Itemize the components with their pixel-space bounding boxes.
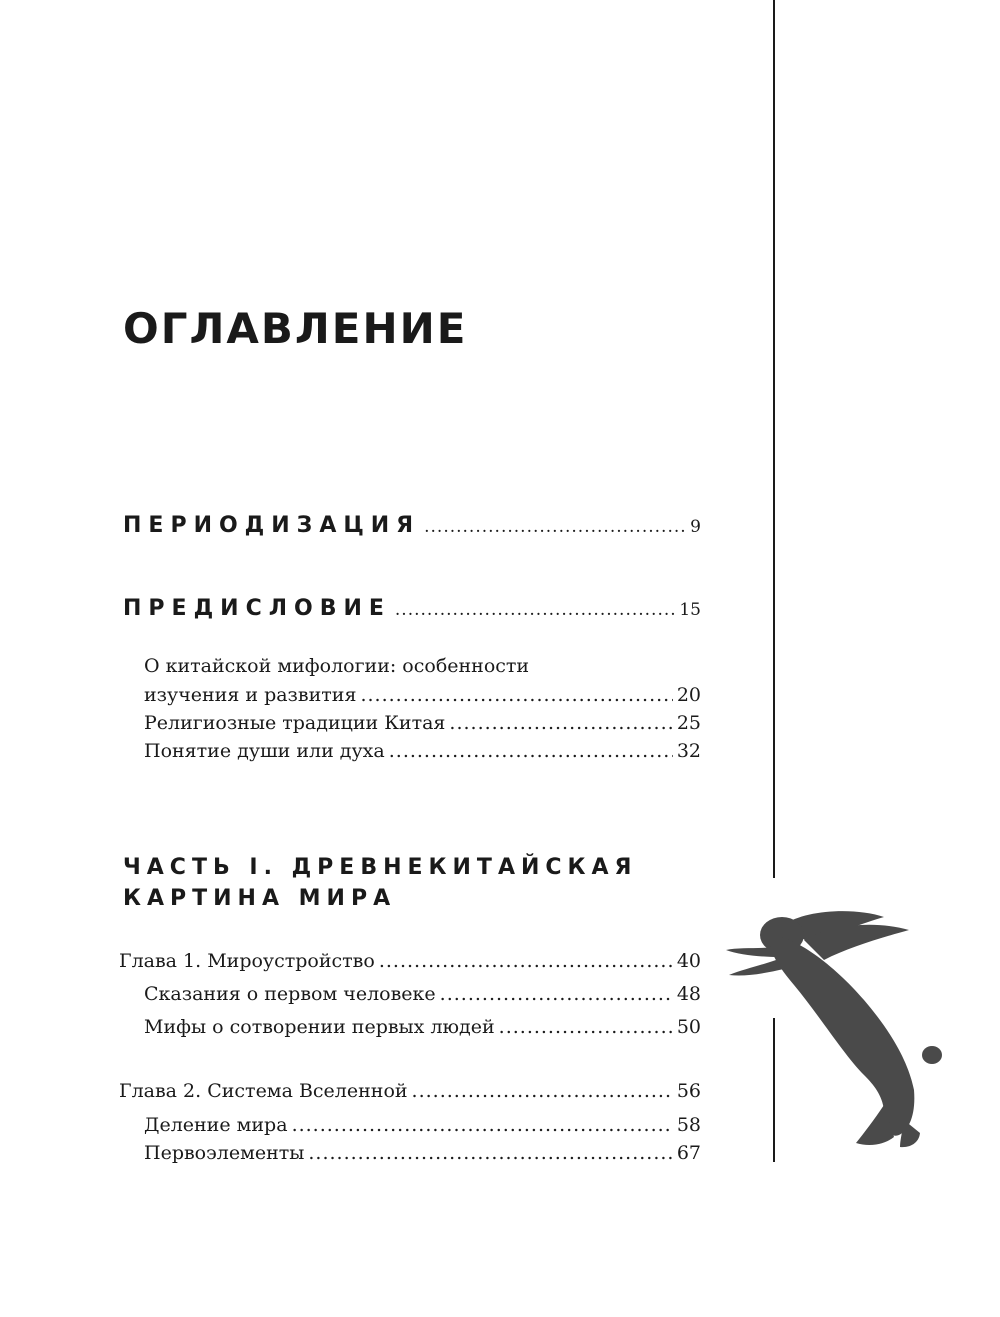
toc-entry-religious-traditions[interactable] [144,712,701,734]
toc-page-number: 67 [676,1142,701,1164]
toc-page-number: 50 [676,1016,701,1038]
dot-leader [395,600,675,620]
toc-entry-label: Сказания о первом человеке [144,983,436,1005]
toc-entry-chinese-mythology[interactable] [144,684,701,706]
dot-leader [379,950,673,972]
toc-entry-label: Глава 2. Система Вселенной [119,1080,408,1102]
toc-entry-label: изучения и развития [144,684,357,706]
toc-entry-first-human-tales[interactable] [144,983,701,1005]
dot-leader [412,1080,673,1102]
toc-entry-label: Деление мира [144,1114,288,1136]
part-title-line: КАРТИНА МИРА [123,886,397,911]
toc-page-number: 32 [676,740,701,762]
page-title: ОГЛАВЛЕНИЕ [123,304,468,353]
toc-page-number: 56 [676,1080,701,1102]
toc-entry-label: ПРЕДИСЛОВИЕ [123,596,391,621]
toc-page-number: 15 [679,600,701,620]
toc-entry-label: Понятие души или духа [144,740,385,762]
toc-entry-preface[interactable] [123,596,701,621]
toc-entry-label: ПЕРИОДИЗАЦИЯ [123,513,421,538]
dot-leader [292,1114,673,1136]
hare-icon [724,905,944,1150]
dot-leader [360,684,672,706]
toc-entry-label: Первоэлементы [144,1142,305,1164]
toc-entry-chapter-1[interactable] [119,950,701,972]
toc-page-number: 48 [676,983,701,1005]
toc-page-number: 40 [676,950,701,972]
part-title[interactable] [123,852,637,914]
toc-entry-world-division[interactable] [144,1114,701,1136]
vertical-rule-top [773,0,775,878]
dot-leader [499,1016,673,1038]
toc-entry-line[interactable]: О китайской мифологии: особенности [144,655,530,677]
dot-leader [424,517,686,537]
toc-page-number: 58 [676,1114,701,1136]
toc-entry-periodization[interactable] [123,513,701,538]
toc-page-number: 9 [690,517,701,537]
toc-page-number: 20 [676,684,701,706]
toc-entry-label: Глава 1. Мироустройство [119,950,375,972]
toc-entry-label: Мифы о сотворении первых людей [144,1016,495,1038]
dot-leader [389,740,673,762]
dot-leader [440,983,673,1005]
toc-entry-creation-myths[interactable] [144,1016,701,1038]
toc-entry-chapter-2[interactable] [119,1080,701,1102]
dot-leader [308,1142,672,1164]
toc-entry-soul-concept[interactable] [144,740,701,762]
toc-entry-label: Религиозные традиции Китая [144,712,446,734]
dot-leader [449,712,672,734]
toc-entry-primary-elements[interactable] [144,1142,701,1164]
toc-page-number: 25 [676,712,701,734]
part-title-line: ЧАСТЬ I. ДРЕВНЕКИТАЙСКАЯ [123,855,638,880]
